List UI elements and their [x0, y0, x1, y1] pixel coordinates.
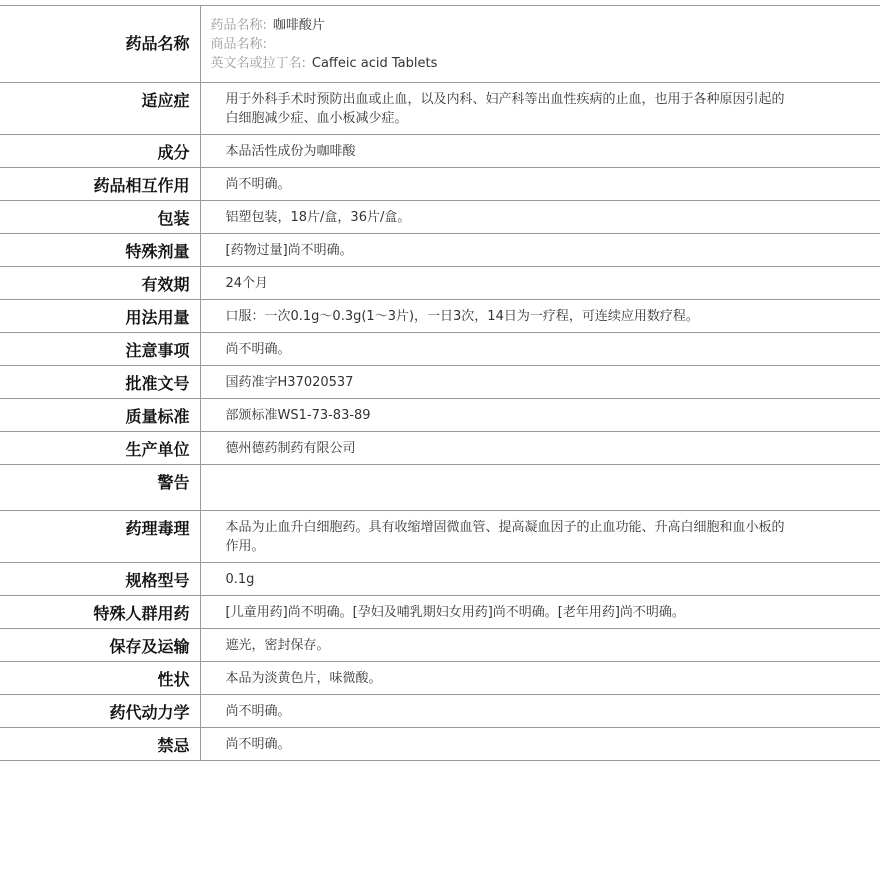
row-value: 部颁标准WS1-73-83-89 — [225, 408, 371, 423]
row-label: 批准文号 — [0, 366, 200, 399]
row-value: 尚不明确。 — [225, 177, 291, 192]
row-value: 德州德药制药有限公司 — [225, 441, 356, 456]
table-row — [0, 511, 880, 563]
row-label: 生产单位 — [0, 432, 200, 465]
row-drug-name — [0, 6, 880, 83]
table-row — [0, 366, 880, 399]
table-row — [0, 333, 880, 366]
table-row — [0, 168, 880, 201]
table-row — [0, 234, 880, 267]
table-row — [0, 465, 880, 511]
row-label: 特殊人群用药 — [0, 596, 200, 629]
row-label: 适应症 — [0, 83, 200, 135]
row-label: 注意事项 — [0, 333, 200, 366]
row-value — [200, 6, 880, 83]
row-label: 规格型号 — [0, 563, 200, 596]
row-value: 本品活性成份为咖啡酸 — [225, 144, 356, 159]
row-label: 用法用量 — [0, 300, 200, 333]
row-label: 药代动力学 — [0, 695, 200, 728]
table-row — [0, 135, 880, 168]
table-row — [0, 728, 880, 761]
row-label: 警告 — [0, 465, 200, 511]
row-label: 成分 — [0, 135, 200, 168]
table-row — [0, 300, 880, 333]
row-label: 有效期 — [0, 267, 200, 300]
table-row — [0, 596, 880, 629]
generic-name-value: 咖啡酸片 — [272, 18, 325, 33]
generic-name-line — [211, 16, 786, 35]
row-value: 用于外科手术时预防出血或止血，以及内科、妇产科等出血性疾病的止血，也用于各种原因引起的白细胞减少症、血小板减少症。 — [225, 92, 785, 126]
row-value: 国药准字H37020537 — [225, 375, 354, 390]
row-value: 尚不明确。 — [225, 342, 291, 357]
row-value — [200, 465, 880, 511]
row-label: 性状 — [0, 662, 200, 695]
row-label: 药理毒理 — [0, 511, 200, 563]
row-label: 特殊剂量 — [0, 234, 200, 267]
row-label: 质量标准 — [0, 399, 200, 432]
row-value: 尚不明确。 — [225, 737, 291, 752]
row-label: 包装 — [0, 201, 200, 234]
table-row — [0, 695, 880, 728]
row-value: 口服：一次0.1g～0.3g(1～3片)，一日3次，14日为一疗程，可连续应用数疗程。 — [225, 309, 699, 324]
row-value: 本品为淡黄色片，味微酸。 — [225, 671, 382, 686]
table-row — [0, 563, 880, 596]
row-label: 保存及运输 — [0, 629, 200, 662]
english-name-key: 英文名或拉丁名: — [210, 56, 306, 71]
generic-name-key: 药品名称: — [210, 18, 267, 33]
row-label: 禁忌 — [0, 728, 200, 761]
trade-name-line — [211, 35, 786, 54]
english-name-line — [211, 54, 786, 73]
row-value: [药物过量]尚不明确。 — [225, 243, 353, 258]
row-label: 药品相互作用 — [0, 168, 200, 201]
row-label: 药品名称 — [0, 6, 200, 83]
table-row — [0, 267, 880, 300]
row-value: 0.1g — [225, 572, 255, 587]
row-value: 遮光，密封保存。 — [225, 638, 330, 653]
drug-spec-table — [0, 5, 880, 761]
trade-name-key: 商品名称: — [210, 37, 267, 52]
row-value: 铝塑包装，18片/盒，36片/盒。 — [225, 210, 411, 225]
table-row — [0, 629, 880, 662]
table-row — [0, 662, 880, 695]
row-value: [儿童用药]尚不明确。[孕妇及哺乳期妇女用药]尚不明确。[老年用药]尚不明确。 — [225, 605, 685, 620]
row-value: 尚不明确。 — [225, 704, 291, 719]
table-row — [0, 83, 880, 135]
row-value: 24个月 — [225, 276, 269, 291]
table-row — [0, 201, 880, 234]
table-row — [0, 399, 880, 432]
english-name-value: Caffeic acid Tablets — [311, 56, 438, 71]
row-value: 本品为止血升白细胞药。具有收缩增固微血管、提高凝血因子的止血功能、升高白细胞和血小板的作用。 — [225, 520, 785, 554]
table-row — [0, 432, 880, 465]
